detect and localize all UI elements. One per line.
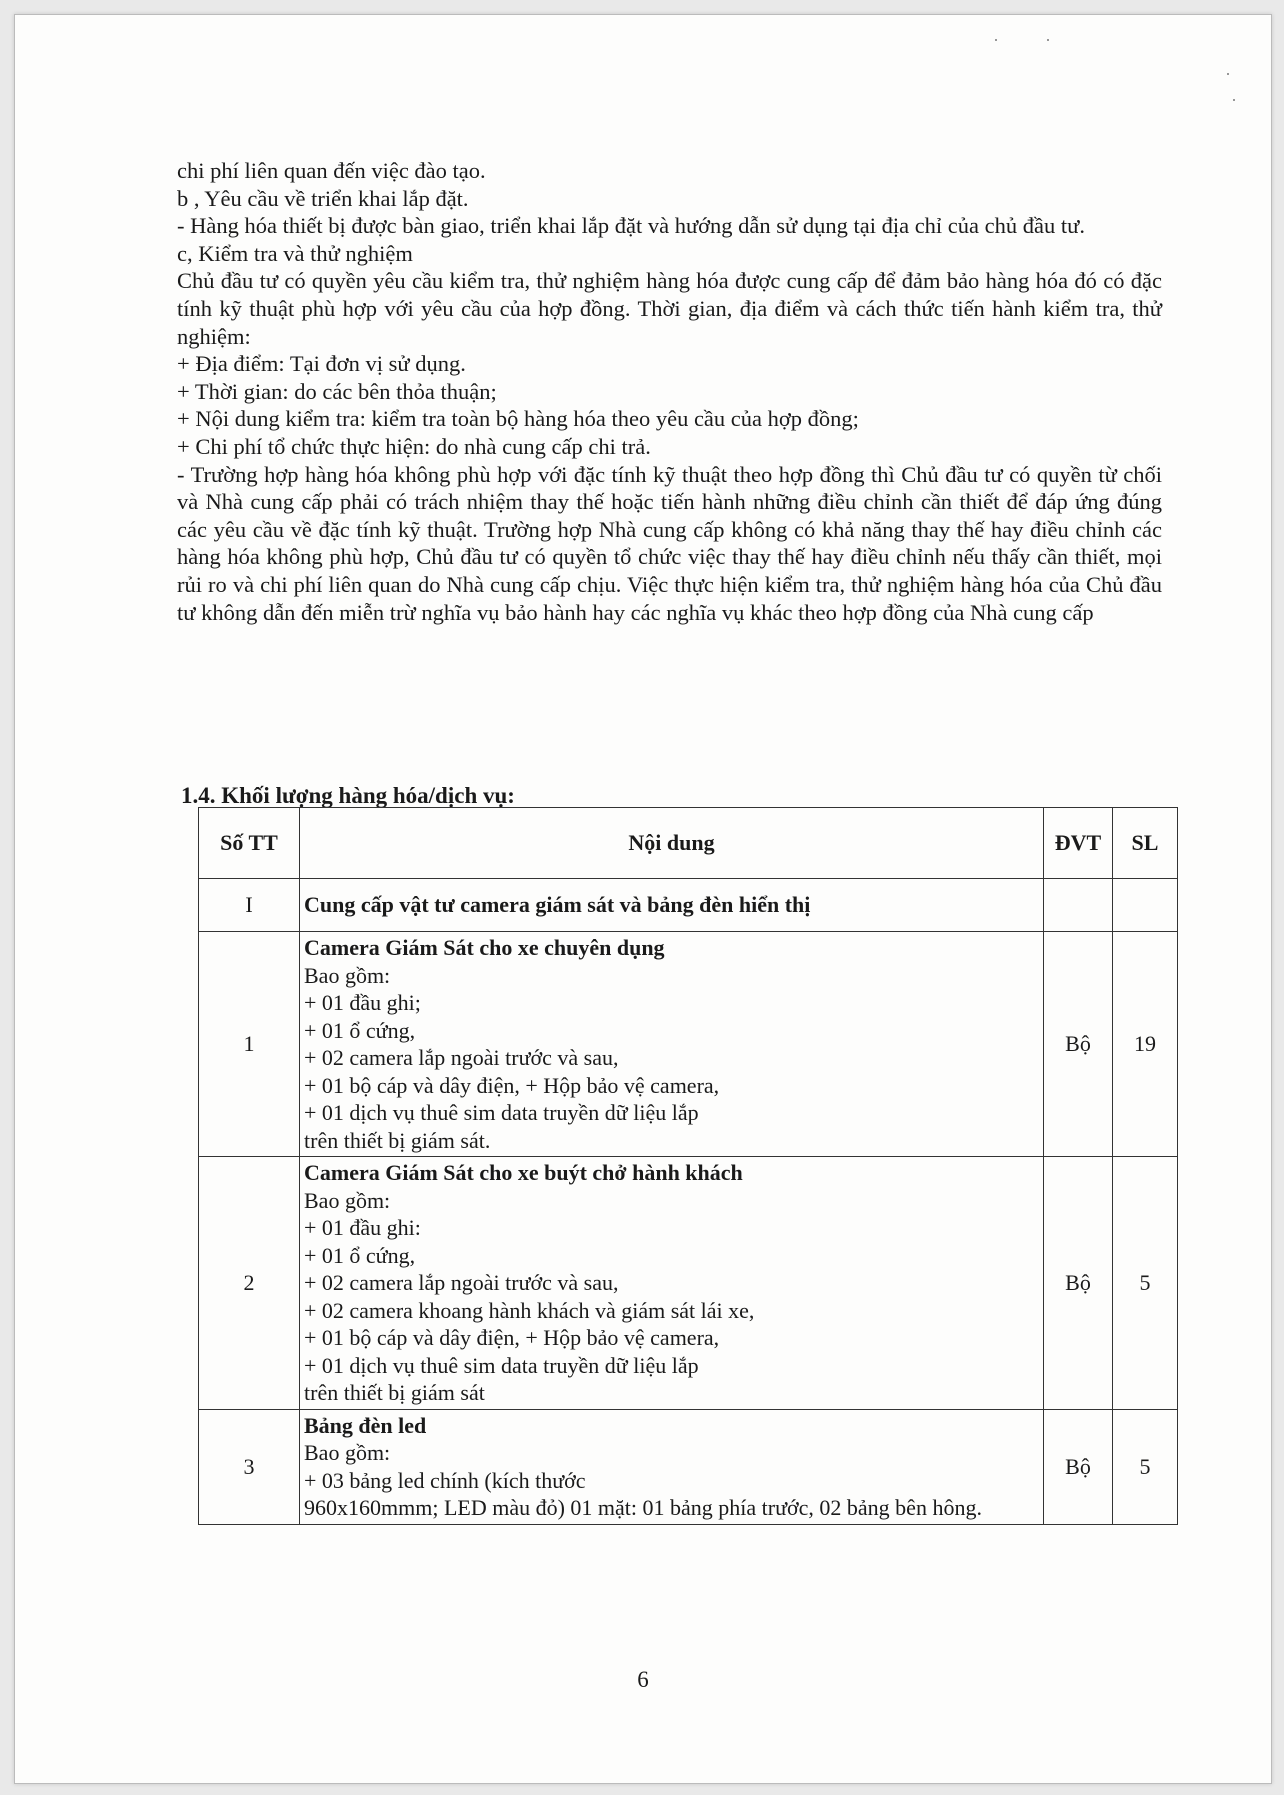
paragraph: chi phí liên quan đến việc đào tạo.	[177, 158, 486, 183]
row-qty: 5	[1113, 1409, 1178, 1524]
header-stt: Số TT	[199, 808, 300, 879]
item-line: + 01 dịch vụ thuê sim data truyền dữ liệu lắp	[304, 1100, 699, 1125]
scan-speck	[995, 39, 997, 41]
document-page	[14, 14, 1272, 1784]
goods-table	[198, 807, 1178, 1525]
paragraph: - Trường hợp hàng hóa không phù hợp với đặc tính kỹ thuật theo hợp đồng thì Chủ đầu tư có quyền từ chối và Nhà cung cấp phải có trách nhiệm thay thế hoặc tiến hành những điều chỉnh cần thiết để đáp ứng đúng các yêu cầu về đặc tính kỹ thuật. Trường hợp Nhà cung cấp không có khả năng thay thế hay điều chỉnh các hàng hóa không phù hợp, Chủ đầu tư có quyền tổ chức việc thay thế hay điều chỉnh nếu thấy cần thiết, mọi rủi ro và chi phí liên quan do Nhà cung cấp chịu. Việc thực hiện kiểm tra, thử nghiệm hàng hóa của Chủ đầu tư không dẫn đến miễn trừ nghĩa vụ bảo hành hay các nghĩa vụ khác theo hợp đồng của Nhà cung cấp	[177, 461, 1162, 625]
scan-speck	[1047, 39, 1049, 41]
row-stt: 2	[199, 1157, 300, 1410]
item-line: + 01 đầu ghi:	[304, 1215, 421, 1240]
row-qty: 5	[1113, 1157, 1178, 1410]
item-line: + 01 bộ cáp và dây điện, + Hộp bảo vệ camera,	[304, 1325, 720, 1350]
item-line: Bao gồm:	[304, 1440, 391, 1465]
item-line: + 03 bảng led chính (kích thước	[304, 1467, 586, 1493]
group-title: Cung cấp vật tư camera giám sát và bảng đèn hiển thị	[300, 879, 1044, 932]
row-content	[300, 1157, 1044, 1410]
paragraph: Chủ đầu tư có quyền yêu cầu kiểm tra, thử nghiệm hàng hóa được cung cấp để đảm bảo hàng hóa đó có đặc tính kỹ thuật phù hợp với yêu cầu của hợp đồng. Thời gian, địa điểm và cách thức tiến hành kiểm tra, thử nghiệm:	[177, 268, 1162, 349]
item-line: + 02 camera lắp ngoài trước và sau,	[304, 1045, 619, 1070]
item-line: + 01 ổ cứng,	[304, 1017, 416, 1043]
header-qty: SL	[1113, 808, 1178, 879]
paragraph: c, Kiểm tra và thử nghiệm	[177, 240, 413, 266]
item-title: Bảng đèn led	[304, 1412, 427, 1438]
group-qty	[1113, 879, 1178, 932]
header-content: Nội dung	[300, 808, 1044, 879]
item-line: + 01 bộ cáp và dây điện, + Hộp bảo vệ camera,	[304, 1072, 720, 1098]
item-title: Camera Giám Sát cho xe chuyên dụng	[304, 935, 665, 960]
item-line: + 01 đầu ghi;	[304, 990, 421, 1015]
page-number: 6	[637, 1667, 649, 1692]
row-unit: Bộ	[1044, 1409, 1113, 1524]
item-line: Bao gồm:	[304, 962, 391, 988]
item-line: + 01 ổ cứng,	[304, 1242, 416, 1268]
scan-speck	[1233, 99, 1235, 101]
row-content	[300, 1409, 1044, 1524]
body-text	[177, 157, 1162, 626]
item-title: Camera Giám Sát cho xe buýt chở hành khách	[304, 1160, 743, 1185]
table-row	[199, 1409, 1178, 1524]
header-unit: ĐVT	[1044, 808, 1113, 879]
table-row	[199, 1157, 1178, 1410]
item-line: trên thiết bị giám sát	[304, 1380, 485, 1405]
table-group-row	[199, 879, 1178, 932]
item-line: + 02 camera khoang hành khách và giám sát lái xe,	[304, 1297, 755, 1323]
row-unit: Bộ	[1044, 1157, 1113, 1410]
table-header-row	[199, 808, 1178, 879]
paragraph: b , Yêu cầu về triển khai lắp đặt.	[177, 185, 469, 211]
paragraph: + Chi phí tổ chức thực hiện: do nhà cung cấp chi trả.	[177, 433, 651, 459]
table-row	[199, 932, 1178, 1157]
row-unit: Bộ	[1044, 932, 1113, 1157]
item-line: + 01 dịch vụ thuê sim data truyền dữ liệu lắp	[304, 1352, 699, 1378]
row-content	[300, 932, 1044, 1157]
group-unit	[1044, 879, 1113, 932]
item-line: + 02 camera lắp ngoài trước và sau,	[304, 1270, 619, 1295]
row-qty: 19	[1113, 932, 1178, 1157]
paragraph: - Hàng hóa thiết bị được bàn giao, triển khai lắp đặt và hướng dẫn sử dụng tại địa chỉ của chủ đầu tư.	[177, 213, 1085, 239]
item-line: trên thiết bị giám sát.	[304, 1127, 491, 1153]
paragraph: + Địa điểm: Tại đơn vị sử dụng.	[177, 351, 466, 377]
item-line: 960x160mmm; LED màu đỏ) 01 mặt: 01 bảng phía trước, 02 bảng bên hông.	[304, 1495, 982, 1520]
paragraph: + Thời gian: do các bên thỏa thuận;	[177, 378, 497, 404]
group-stt: I	[199, 879, 300, 932]
scan-speck	[1227, 73, 1229, 75]
item-line: Bao gồm:	[304, 1187, 391, 1213]
section-title: 1.4. Khối lượng hàng hóa/dịch vụ:	[181, 783, 515, 808]
row-stt: 1	[199, 932, 300, 1157]
paragraph: + Nội dung kiểm tra: kiểm tra toàn bộ hàng hóa theo yêu cầu của hợp đồng;	[177, 406, 859, 432]
row-stt: 3	[199, 1409, 300, 1524]
